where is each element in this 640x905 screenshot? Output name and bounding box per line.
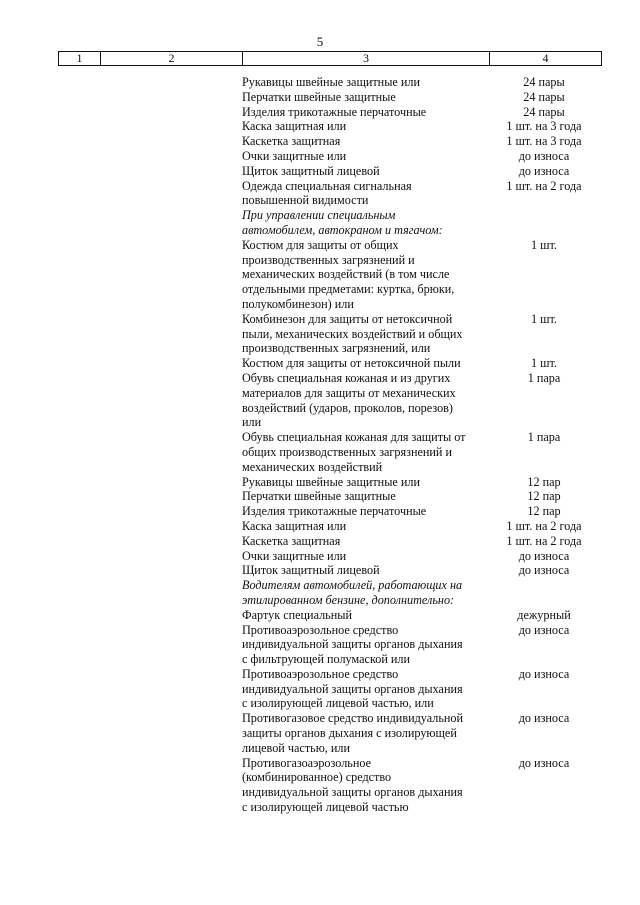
- item-name-line: Одежда специальная сигнальная: [242, 178, 412, 193]
- item-name-line: При управлении специальным: [242, 208, 396, 223]
- issue-norm: 1 пара: [527, 370, 561, 385]
- item-name: [242, 356, 488, 371]
- issue-norm: до износа: [518, 755, 570, 770]
- table-row: [0, 119, 640, 134]
- item-name-line: Противоаэрозольное средство: [242, 666, 399, 681]
- item-name-line: Обувь специальная кожаная для защиты от: [242, 430, 466, 445]
- item-name-line: материалов для защиты от механических: [242, 385, 456, 400]
- item-name: [242, 667, 488, 711]
- item-name: [242, 563, 488, 578]
- table-row: [0, 105, 640, 120]
- table-row: [0, 608, 640, 623]
- item-name-line: Противогазоаэрозольное: [242, 755, 372, 770]
- item-name-line: Очки защитные или: [242, 548, 347, 563]
- issue-norm: 1 шт.: [531, 356, 557, 371]
- issue-norm: до износа: [518, 148, 570, 163]
- item-name: [242, 430, 488, 474]
- item-name-line: Каскетка защитная: [242, 134, 341, 149]
- issue-norm: 24 пары: [523, 89, 565, 104]
- table-row: [0, 504, 640, 519]
- item-name-line: Изделия трикотажные перчаточные: [242, 504, 427, 519]
- table-row: [0, 75, 640, 90]
- item-name-line: индивидуальной защиты органов дыхания: [242, 785, 463, 800]
- item-name-line: Каскетка защитная: [242, 533, 341, 548]
- item-name: [242, 238, 488, 312]
- item-name-line: Щиток защитный лицевой: [242, 163, 380, 178]
- table-row: [0, 549, 640, 564]
- item-name: [242, 134, 488, 149]
- issue-norm: 1 шт. на 2 года: [506, 533, 582, 548]
- item-name-line: общих производственных загрязнений и: [242, 444, 453, 459]
- table-row: [0, 149, 640, 164]
- column-header-table: [58, 51, 602, 66]
- item-name-line: лицевой частью, или: [242, 740, 351, 755]
- issue-norm: 24 пары: [523, 104, 565, 119]
- item-name-line: Каска защитная или: [242, 119, 347, 134]
- item-name-line: с изолирующей лицевой частью: [242, 800, 409, 815]
- table-row: [0, 563, 640, 578]
- issue-norm: 24 пары: [523, 75, 565, 89]
- column-header-4: 4: [490, 52, 602, 66]
- section-heading: [242, 208, 488, 238]
- table-row: [0, 312, 640, 356]
- item-name-line: воздействий (ударов, проколов, порезов): [242, 400, 453, 415]
- table-row: [0, 430, 640, 474]
- issue-norm: до износа: [518, 548, 570, 563]
- item-name-line: (комбинированное) средство: [242, 770, 392, 785]
- issue-norm: 1 шт. на 2 года: [506, 518, 582, 533]
- item-name-line: Изделия трикотажные перчаточные: [242, 104, 427, 119]
- item-name-line: механических воздействий: [242, 459, 383, 474]
- item-name-line: производственных загрязнений и: [242, 252, 415, 267]
- item-name-line: Противоаэрозольное средство: [242, 622, 399, 637]
- item-name: [242, 179, 488, 209]
- item-name-line: механических воздействий (в том числе: [242, 267, 450, 282]
- table-row: [0, 356, 640, 371]
- item-name-line: пыли, механических воздействий и общих: [242, 326, 463, 341]
- issue-norm: до износа: [518, 666, 570, 681]
- table-row: [0, 756, 640, 815]
- table-row: [0, 475, 640, 490]
- item-name-line: повышенной видимости: [242, 193, 369, 208]
- item-name-line: этилированном бензине, дополнительно:: [242, 592, 455, 607]
- item-name: [242, 608, 488, 623]
- item-name: [242, 623, 488, 667]
- table-row: [0, 519, 640, 534]
- issue-norm: 1 шт. на 2 года: [506, 178, 582, 193]
- issue-norm: 1 шт. на 3 года: [506, 134, 582, 149]
- section-heading-row: [0, 208, 640, 238]
- section-heading-row: [0, 578, 640, 608]
- item-name: [242, 475, 488, 490]
- item-name: [242, 711, 488, 755]
- item-name-line: Противогазовое средство индивидуальной: [242, 711, 464, 726]
- item-name-line: отдельными предметами: куртка, брюки,: [242, 282, 455, 297]
- issue-norm: 1 пара: [527, 430, 561, 445]
- item-name-line: с фильтрующей полумаской или: [242, 652, 411, 667]
- item-name-line: Обувь специальная кожаная и из других: [242, 370, 451, 385]
- item-name: [242, 75, 488, 90]
- item-name-line: или: [242, 415, 262, 430]
- issue-norm: до износа: [518, 622, 570, 637]
- item-name-line: Фартук специальный: [242, 607, 352, 622]
- item-name-line: Рукавицы швейные защитные или: [242, 474, 420, 489]
- item-name-line: Костюм для защиты от нетоксичной пыли: [242, 356, 461, 371]
- table-row: [0, 534, 640, 549]
- issue-norm: до износа: [518, 711, 570, 726]
- table-row: [0, 371, 640, 430]
- issue-norm: 1 шт.: [531, 237, 557, 252]
- item-name-line: полукомбинезон) или: [242, 296, 354, 311]
- item-name-line: Перчатки швейные защитные: [242, 89, 396, 104]
- column-header-3: 3: [243, 52, 490, 66]
- item-name-line: индивидуальной защиты органов дыхания: [242, 637, 463, 652]
- item-name-line: Перчатки швейные защитные: [242, 489, 396, 504]
- item-name: [242, 149, 488, 164]
- item-name-line: индивидуальной защиты органов дыхания: [242, 681, 463, 696]
- item-name: [242, 105, 488, 120]
- item-name: [242, 371, 488, 430]
- item-name-line: производственных загрязнений, или: [242, 341, 431, 356]
- item-name: [242, 119, 488, 134]
- item-name: [242, 534, 488, 549]
- issue-norm: 12 пар: [527, 504, 561, 519]
- column-header-2: 2: [101, 52, 243, 66]
- issue-norm: до износа: [518, 563, 570, 578]
- table-row: [0, 179, 640, 209]
- issue-norm: дежурный: [517, 607, 571, 622]
- issue-norm: 1 шт. на 3 года: [506, 119, 582, 134]
- item-name: [242, 312, 488, 356]
- item-name-line: Комбинезон для защиты от нетоксичной: [242, 311, 453, 326]
- table-row: [0, 711, 640, 755]
- table-row: [0, 667, 640, 711]
- item-name-line: Каска защитная или: [242, 518, 347, 533]
- table-row: [0, 238, 640, 312]
- page-number: 5: [316, 34, 324, 49]
- section-heading: [242, 578, 488, 608]
- item-name-line: Очки защитные или: [242, 148, 347, 163]
- item-name-line: автомобилем, автокраном и тягачом:: [242, 222, 443, 237]
- issue-norm: 1 шт.: [531, 311, 557, 326]
- item-name-line: с изолирующей лицевой частью, или: [242, 696, 434, 711]
- table-row: [0, 164, 640, 179]
- issue-norm: до износа: [518, 163, 570, 178]
- column-header-1: 1: [59, 52, 101, 66]
- item-name-line: Рукавицы швейные защитные или: [242, 75, 420, 89]
- item-name: [242, 164, 488, 179]
- item-name-line: Костюм для защиты от общих: [242, 237, 399, 252]
- item-name: [242, 519, 488, 534]
- item-name-line: Щиток защитный лицевой: [242, 563, 380, 578]
- table-row: [0, 134, 640, 149]
- item-name: [242, 504, 488, 519]
- norms-list: [0, 75, 640, 815]
- issue-norm: 12 пар: [527, 489, 561, 504]
- table-row: [0, 90, 640, 105]
- item-name: [242, 90, 488, 105]
- item-name-line: Водителям автомобилей, работающих на: [242, 578, 463, 593]
- table-row: [0, 489, 640, 504]
- issue-norm: 12 пар: [527, 474, 561, 489]
- table-row: [0, 623, 640, 667]
- item-name: [242, 549, 488, 564]
- item-name: [242, 489, 488, 504]
- item-name-line: защиты органов дыхания с изолирующей: [242, 726, 457, 741]
- item-name: [242, 756, 488, 815]
